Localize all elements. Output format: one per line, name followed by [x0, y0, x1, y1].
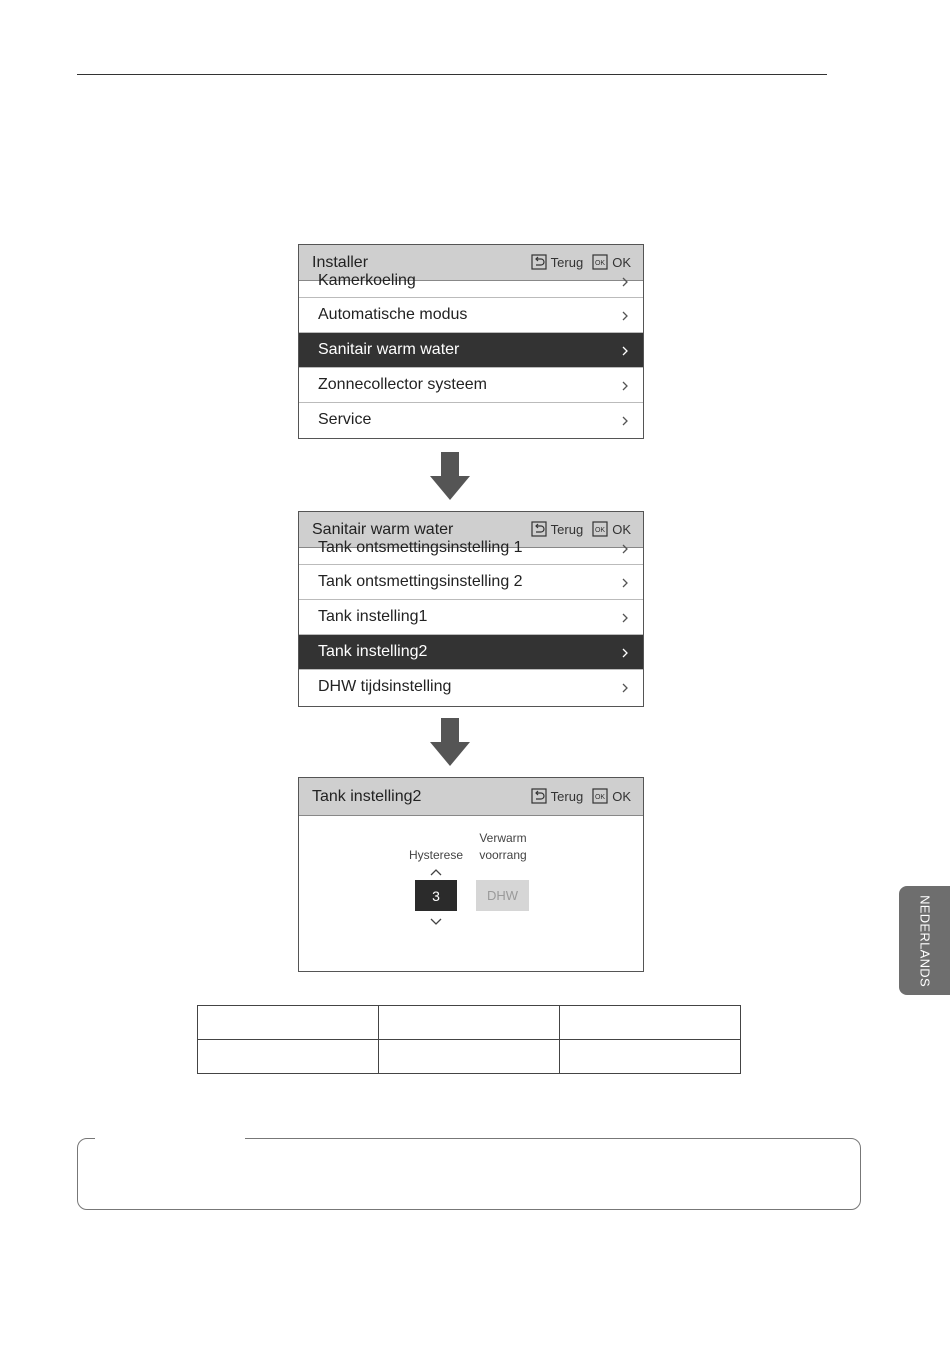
down-arrow-icon	[430, 718, 470, 771]
note-box	[77, 1138, 861, 1210]
ok-key-icon[interactable]	[592, 788, 608, 804]
menu-item-label: Tank instelling1	[318, 608, 428, 625]
table-cell	[560, 1040, 741, 1074]
svg-text:OK: OK	[595, 260, 606, 267]
menu-item-automatische-modus[interactable]	[299, 298, 643, 333]
down-arrow-icon	[430, 452, 470, 505]
menu-item-label: Tank ontsmettingsinstelling 2	[318, 573, 523, 590]
menu-item-tank-ontsmetting-2[interactable]	[299, 565, 643, 600]
verwarm-voorrang-label-line2: voorrang	[479, 848, 527, 862]
language-side-tab	[899, 886, 950, 995]
menu-item-service[interactable]	[299, 403, 643, 438]
installer-screen	[298, 244, 644, 439]
chevron-right-icon	[621, 379, 629, 397]
menu-item-label: DHW tijdsinstelling	[318, 678, 452, 695]
svg-text:OK: OK	[595, 527, 606, 534]
screen-title: Installer	[312, 254, 369, 271]
chevron-down-icon[interactable]	[429, 914, 443, 932]
menu-item-label: Tank instelling2	[318, 643, 428, 660]
chevron-right-icon	[621, 681, 629, 699]
menu-item-label: Automatische modus	[318, 306, 468, 323]
note-title-gap	[95, 1134, 245, 1142]
screen-title: Tank instelling2	[312, 788, 422, 805]
back-label[interactable]: Terug	[550, 521, 584, 537]
chevron-right-icon	[621, 309, 629, 327]
menu-item-sanitair-warm-water[interactable]	[299, 333, 643, 368]
menu-item-zonnecollector-systeem[interactable]	[299, 368, 643, 403]
table-cell	[379, 1006, 560, 1040]
hysterese-label: Hysterese	[408, 848, 464, 862]
menu-item-label: Sanitair warm water	[318, 341, 460, 358]
svg-text:OK: OK	[595, 794, 606, 801]
chevron-right-icon	[621, 576, 629, 594]
table-cell	[198, 1006, 379, 1040]
header-controls	[531, 254, 631, 270]
verwarm-voorrang-value[interactable]: DHW	[476, 880, 529, 911]
back-return-icon[interactable]	[531, 521, 547, 537]
menu-item-tank-instelling1[interactable]	[299, 600, 643, 635]
empty-table	[197, 1005, 741, 1074]
ok-key-icon[interactable]	[592, 521, 608, 537]
table-cell	[560, 1006, 741, 1040]
verwarm-voorrang-label-line1: Verwarm	[479, 831, 527, 845]
screen-title: Sanitair warm water	[312, 521, 454, 538]
tank-instelling2-screen	[298, 777, 644, 972]
menu-item-label: Kamerkoeling	[318, 272, 416, 289]
hysterese-value[interactable]: 3	[415, 880, 457, 911]
table-row	[198, 1040, 741, 1074]
table-cell	[198, 1040, 379, 1074]
back-label[interactable]: Terug	[550, 788, 584, 804]
ok-key-icon[interactable]	[592, 254, 608, 270]
language-side-tab-label: NEDERLANDS	[917, 894, 932, 987]
ok-label[interactable]: OK	[612, 254, 631, 270]
ok-label[interactable]: OK	[612, 521, 631, 537]
top-rule	[77, 74, 827, 75]
back-return-icon[interactable]	[531, 788, 547, 804]
chevron-right-icon	[621, 611, 629, 629]
back-return-icon[interactable]	[531, 254, 547, 270]
menu-item-label: Zonnecollector systeem	[318, 376, 487, 393]
menu-item-label: Tank ontsmettingsinstelling 1	[318, 539, 523, 556]
screen-header	[299, 778, 643, 816]
table-row	[198, 1006, 741, 1040]
sanitair-warm-water-screen	[298, 511, 644, 707]
ok-label[interactable]: OK	[612, 788, 631, 804]
header-controls	[531, 521, 631, 537]
menu-item-tank-instelling2[interactable]	[299, 635, 643, 670]
chevron-right-icon	[621, 542, 629, 560]
chevron-right-icon	[621, 414, 629, 432]
table-cell	[379, 1040, 560, 1074]
tank-settings-body	[299, 816, 643, 972]
menu-item-kamerkoeling[interactable]	[299, 272, 643, 298]
chevron-right-icon	[621, 344, 629, 362]
chevron-right-icon	[621, 275, 629, 293]
chevron-right-icon	[621, 646, 629, 664]
menu-item-tank-ontsmetting-1[interactable]	[299, 539, 643, 565]
menu-item-dhw-tijdsinstelling[interactable]	[299, 670, 643, 705]
back-label[interactable]: Terug	[550, 254, 584, 270]
menu-item-label: Service	[318, 411, 372, 428]
header-controls	[531, 788, 631, 804]
